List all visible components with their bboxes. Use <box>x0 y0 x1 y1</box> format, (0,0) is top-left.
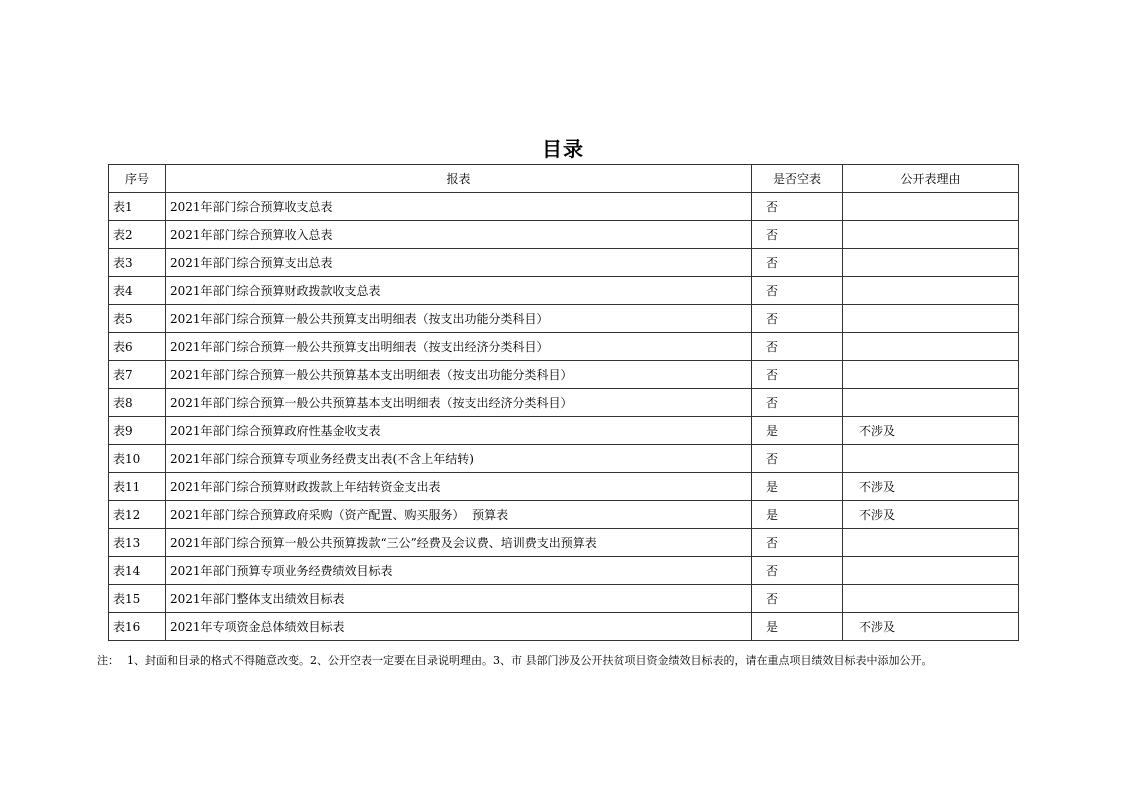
row-index: 表2 <box>109 221 166 249</box>
row-report: 2021年部门综合预算收入总表 <box>166 221 752 249</box>
row-report: 2021年部门综合预算专项业务经费支出表(不含上年结转) <box>166 445 752 473</box>
table-header-row <box>109 165 1019 193</box>
row-reason <box>843 305 1019 333</box>
row-index: 表15 <box>109 585 166 613</box>
row-report: 2021年专项资金总体绩效目标表 <box>166 613 752 641</box>
row-blank: 否 <box>752 557 843 585</box>
table-row <box>109 249 1019 277</box>
row-blank: 是 <box>752 473 843 501</box>
row-blank: 是 <box>752 613 843 641</box>
row-blank: 是 <box>752 417 843 445</box>
row-report: 2021年部门综合预算一般公共预算支出明细表（按支出经济分类科目） <box>166 333 752 361</box>
row-report: 2021年部门综合预算财政拨款收支总表 <box>166 277 752 305</box>
row-index: 表16 <box>109 613 166 641</box>
row-reason <box>843 389 1019 417</box>
row-blank: 否 <box>752 361 843 389</box>
row-reason <box>843 333 1019 361</box>
footnote-label: 注： <box>97 654 119 667</box>
row-report: 2021年部门综合预算一般公共预算支出明细表（按支出功能分类科目） <box>166 305 752 333</box>
header-index: 序号 <box>109 165 166 193</box>
row-report: 2021年部门整体支出绩效目标表 <box>166 585 752 613</box>
row-blank: 否 <box>752 277 843 305</box>
row-reason <box>843 193 1019 221</box>
table-row <box>109 529 1019 557</box>
table-row <box>109 389 1019 417</box>
row-index: 表6 <box>109 333 166 361</box>
row-blank: 否 <box>752 585 843 613</box>
row-reason <box>843 361 1019 389</box>
row-blank: 否 <box>752 193 843 221</box>
table-row <box>109 501 1019 529</box>
row-reason <box>843 557 1019 585</box>
row-reason <box>843 585 1019 613</box>
row-report: 2021年部门综合预算收支总表 <box>166 193 752 221</box>
row-index: 表14 <box>109 557 166 585</box>
row-reason: 不涉及 <box>843 501 1019 529</box>
row-reason <box>843 529 1019 557</box>
row-index: 表1 <box>109 193 166 221</box>
row-report: 2021年部门综合预算政府性基金收支表 <box>166 417 752 445</box>
row-reason <box>843 221 1019 249</box>
footnote <box>97 653 1017 669</box>
row-report: 2021年部门综合预算一般公共预算基本支出明细表（按支出功能分类科目） <box>166 361 752 389</box>
row-blank: 是 <box>752 501 843 529</box>
row-blank: 否 <box>752 305 843 333</box>
table-row <box>109 585 1019 613</box>
row-reason <box>843 445 1019 473</box>
table-row <box>109 333 1019 361</box>
row-index: 表9 <box>109 417 166 445</box>
row-blank: 否 <box>752 249 843 277</box>
row-reason: 不涉及 <box>843 473 1019 501</box>
row-reason: 不涉及 <box>843 417 1019 445</box>
table-row <box>109 473 1019 501</box>
table-row <box>109 361 1019 389</box>
toc-table <box>108 164 1019 641</box>
row-reason <box>843 277 1019 305</box>
row-blank: 否 <box>752 221 843 249</box>
table-row <box>109 193 1019 221</box>
row-index: 表11 <box>109 473 166 501</box>
row-index: 表8 <box>109 389 166 417</box>
row-blank: 否 <box>752 333 843 361</box>
row-report: 2021年部门综合预算一般公共预算基本支出明细表（按支出经济分类科目） <box>166 389 752 417</box>
row-reason: 不涉及 <box>843 613 1019 641</box>
table-row <box>109 305 1019 333</box>
header-report: 报表 <box>166 165 752 193</box>
header-blank: 是否空表 <box>752 165 843 193</box>
table-row <box>109 417 1019 445</box>
row-index: 表3 <box>109 249 166 277</box>
row-report: 2021年部门预算专项业务经费绩效目标表 <box>166 557 752 585</box>
row-report: 2021年部门综合预算财政拨款上年结转资金支出表 <box>166 473 752 501</box>
row-index: 表10 <box>109 445 166 473</box>
header-reason: 公开表理由 <box>843 165 1019 193</box>
row-index: 表12 <box>109 501 166 529</box>
table-row <box>109 277 1019 305</box>
row-index: 表5 <box>109 305 166 333</box>
table-row <box>109 557 1019 585</box>
page-title: 目录 <box>542 137 584 161</box>
footnote-text: 1、封面和目录的格式不得随意改变。2、公开空表一定要在目录说明理由。3、市 县部门涉及公开扶贫项目资金绩效目标表的，请在重点项目绩效目标表中添加公开。 <box>127 654 933 667</box>
row-blank: 否 <box>752 389 843 417</box>
row-index: 表4 <box>109 277 166 305</box>
table-row <box>109 613 1019 641</box>
row-report: 2021年部门综合预算一般公共预算拨款“三公”经费及会议费、培训费支出预算表 <box>166 529 752 557</box>
row-report: 2021年部门综合预算支出总表 <box>166 249 752 277</box>
row-blank: 否 <box>752 445 843 473</box>
row-reason <box>843 249 1019 277</box>
table-row <box>109 221 1019 249</box>
row-index: 表7 <box>109 361 166 389</box>
row-index: 表13 <box>109 529 166 557</box>
row-report: 2021年部门综合预算政府采购（资产配置、购买服务） 预算表 <box>166 501 752 529</box>
table-row <box>109 445 1019 473</box>
row-blank: 否 <box>752 529 843 557</box>
